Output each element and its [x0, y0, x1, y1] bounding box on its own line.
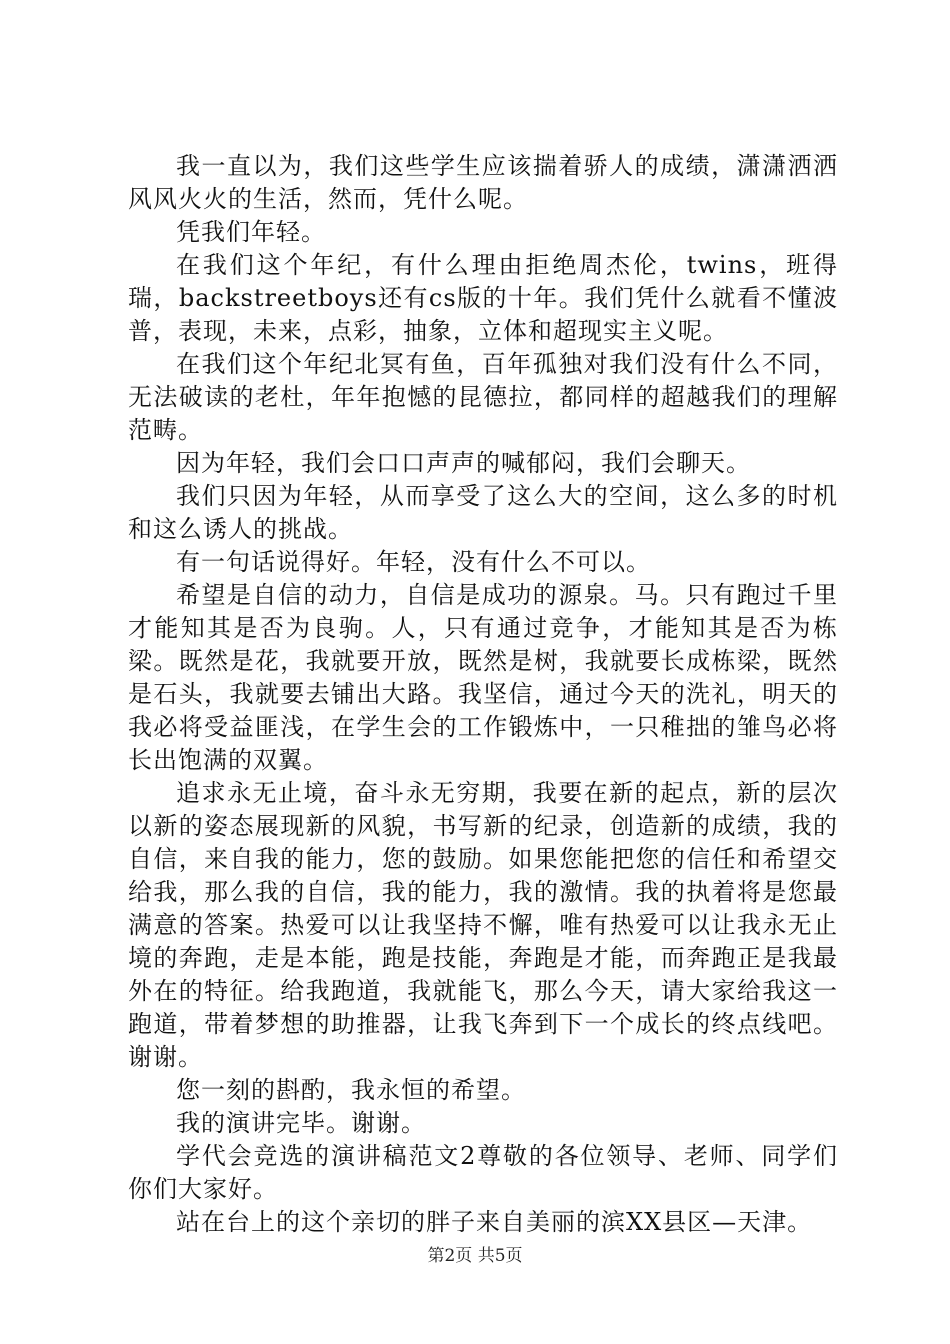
paragraph: 追求永无止境，奋斗永无穷期，我要在新的起点，新的层次以新的姿态展现新的风貌，书写新的纪录，创造新的成绩，我的自信，来自我的能力，您的鼓励。如果您能把您的信任和希望交给我，那么我的自信，我的能力，我的激情。我的执着将是您最满意的答案。热爱可以让我坚持不懈，唯有热爱可以让我永无止境的奔跑，走是本能，跑是技能，奔跑是才能，而奔跑正是我最外在的特征。给我跑道，我就能飞，那么今天，请大家给我这一跑道，带着梦想的助推器，让我飞奔到下一个成长的终点线吧。谢谢。: [128, 779, 838, 1071]
paragraph: 学代会竞选的演讲稿范文2尊敬的各位领导、老师、同学们你们大家好。: [128, 1142, 838, 1203]
page-number-footer: 第2页 共5页: [427, 1246, 523, 1266]
paragraph: 在我们这个年纪，有什么理由拒绝周杰伦，twins，班得瑞，backstreetboys还有cs版的十年。我们凭什么就看不懂波普，表现，未来，点彩，抽象，立体和超现实主义呢。: [128, 251, 838, 345]
paragraph: 您一刻的斟酌，我永恒的希望。: [176, 1076, 526, 1104]
paragraph: 我的演讲完毕。谢谢。: [176, 1109, 426, 1137]
paragraph: 希望是自信的动力，自信是成功的源泉。马。只有跑过千里才能知其是否为良驹。人，只有通过竞争，才能知其是否为栋梁。既然是花，我就要开放，既然是树，我就要长成栋梁，既然是石头，我就要去铺出大路。我坚信，通过今天的洗礼，明天的我必将受益匪浅，在学生会的工作锻炼中，一只稚拙的雏鸟必将长出饱满的双翼。: [128, 581, 838, 774]
document-body: [128, 150, 838, 1239]
paragraph: 站在台上的这个亲切的胖子来自美丽的滨XX县区—天津。: [176, 1208, 813, 1236]
paragraph: 因为年轻，我们会口口声声的喊郁闷，我们会聊天。: [176, 449, 751, 477]
paragraph: 我一直以为，我们这些学生应该揣着骄人的成绩，潇潇洒洒风风火火的生活，然而，凭什么呢。: [128, 152, 838, 213]
paragraph: 凭我们年轻。: [176, 218, 326, 246]
paragraph: 在我们这个年纪北冥有鱼，百年孤独对我们没有什么不同，无法破读的老杜，年年抱憾的昆德拉，都同样的超越我们的理解范畴。: [128, 350, 838, 444]
paragraph: 我们只因为年轻，从而享受了这么大的空间，这么多的时机和这么诱人的挑战。: [128, 482, 838, 543]
paragraph: 有一句话说得好。年轻，没有什么不可以。: [176, 548, 651, 576]
